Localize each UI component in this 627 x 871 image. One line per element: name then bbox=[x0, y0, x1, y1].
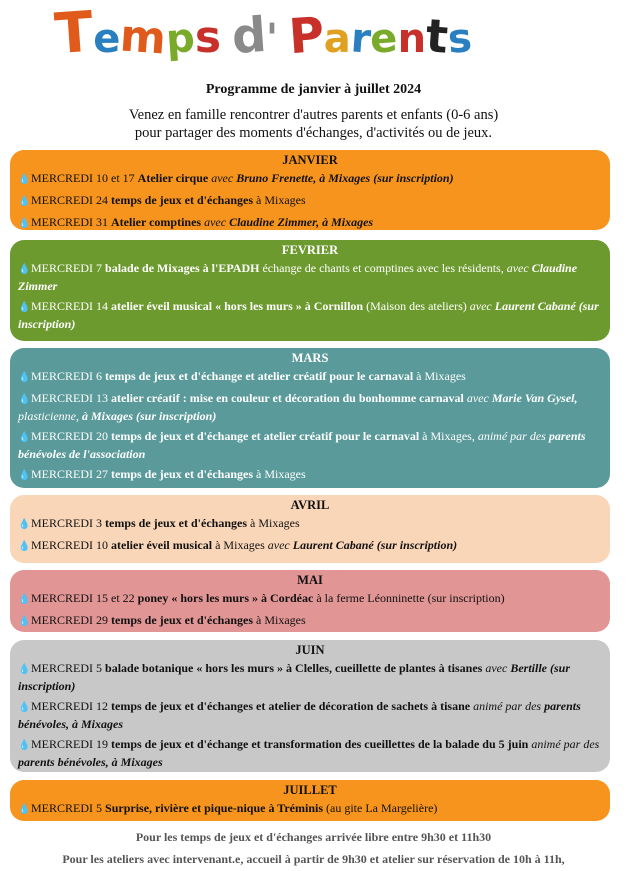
logo-letter: d bbox=[229, 6, 268, 66]
month-box-janvier bbox=[10, 150, 610, 230]
drop-bullet-icon: 💧 bbox=[18, 302, 31, 313]
drop-bullet-icon: 💧 bbox=[18, 372, 31, 383]
month-title: JUILLET bbox=[283, 783, 337, 797]
footer-line-1: Pour les temps de jeux et d'échanges arrivée libre entre 9h30 et 11h30 bbox=[135, 830, 492, 844]
event-item: 💧 MERCREDI 20 temps de jeux et d'échange et atelier créatif pour le carnaval à Mixages, animé par des parents bénévoles de l'association bbox=[18, 429, 586, 461]
event-item: 💧 MERCREDI 31 Atelier comptines avec Claudine Zimmer, à Mixages bbox=[18, 214, 602, 232]
event-item: 💧 MERCREDI 12 temps de jeux et d'échanges et atelier de décoration de sachets à tisane animé par des parents bénévoles, à Mixages bbox=[18, 699, 581, 731]
event-item: 💧 MERCREDI 13 atelier créatif : mise en couleur et décoration du bonhomme carnaval avec Marie Van Gysel, plasticienne, à Mixages (sur inscription) bbox=[18, 391, 578, 423]
logo-letter: s bbox=[194, 12, 222, 63]
drop-bullet-icon: 💧 bbox=[18, 594, 31, 605]
logo-letter: e bbox=[368, 15, 400, 63]
event-item: 💧 MERCREDI 29 temps de jeux et d'échanges à Mixages bbox=[18, 612, 602, 630]
event-item: 💧 MERCREDI 10 atelier éveil musical à Mixages avec Laurent Cabané (sur inscription) bbox=[18, 537, 602, 555]
logo-temps-d-parents bbox=[52, 0, 555, 72]
event-item: 💧 MERCREDI 3 temps de jeux et d'échanges à Mixages bbox=[18, 515, 602, 533]
event-item: 💧 MERCREDI 27 temps de jeux et d'échanges à Mixages bbox=[18, 466, 602, 484]
month-title: AVRIL bbox=[290, 498, 330, 512]
intro-text bbox=[0, 106, 627, 142]
drop-bullet-icon: 💧 bbox=[18, 804, 31, 815]
intro-line-2: pour partager des moments d'échanges, d'activités ou de jeux. bbox=[134, 125, 493, 141]
logo-letter: p bbox=[164, 15, 197, 63]
month-title: MARS bbox=[291, 351, 329, 365]
drop-bullet-icon: 💧 bbox=[18, 218, 31, 229]
event-item: 💧 MERCREDI 14 atelier éveil musical « hors les murs » à Cornillon (Maison des ateliers) avec Laurent Cabané (sur inscription) bbox=[18, 299, 599, 331]
logo-letter: e bbox=[93, 16, 121, 62]
month-box-avril bbox=[10, 495, 610, 563]
event-item: 💧 MERCREDI 15 et 22 poney « hors les murs » à Cordéac à la ferme Léonninette (sur inscription) bbox=[18, 590, 602, 608]
footer-line-2: Pour les ateliers avec intervenant.e, accueil à partir de 9h30 et atelier sur réservation de 10h à 11h, bbox=[62, 852, 565, 866]
drop-bullet-icon: 💧 bbox=[18, 264, 31, 275]
drop-bullet-icon: 💧 bbox=[18, 702, 31, 713]
drop-bullet-icon: 💧 bbox=[18, 432, 31, 443]
logo-letter: a bbox=[323, 16, 351, 62]
logo-letter: ' bbox=[265, 16, 279, 62]
month-box-mai bbox=[10, 570, 610, 632]
month-title: MAI bbox=[297, 573, 323, 587]
month-box-fevrier bbox=[10, 240, 610, 341]
month-title: JANVIER bbox=[282, 153, 338, 167]
drop-bullet-icon: 💧 bbox=[18, 174, 31, 185]
drop-bullet-icon: 💧 bbox=[18, 616, 31, 627]
logo-letter: T bbox=[52, 0, 96, 68]
program-subtitle: Programme de janvier à juillet 2024 bbox=[205, 82, 422, 97]
event-item: 💧 MERCREDI 6 temps de jeux et d'échange et atelier créatif pour le carnaval à Mixages bbox=[18, 368, 602, 386]
month-title: FEVRIER bbox=[281, 243, 339, 257]
event-item: 💧 MERCREDI 19 temps de jeux et d'échange et transformation des cueillettes de la balade du 5 juin animé par des parents bénévoles, à Mixages bbox=[18, 737, 600, 769]
logo-letter: m bbox=[118, 10, 168, 65]
month-box-mars bbox=[10, 348, 610, 488]
logo-letter: P bbox=[286, 6, 326, 66]
event-item: 💧 MERCREDI 24 temps de jeux et d'échanges à Mixages bbox=[18, 192, 602, 210]
drop-bullet-icon: 💧 bbox=[18, 470, 31, 481]
event-item: 💧 MERCREDI 5 balade botanique « hors les murs » à Clelles, cueillette de plantes à tisanes avec Bertille (sur inscription) bbox=[18, 661, 571, 693]
drop-bullet-icon: 💧 bbox=[18, 740, 31, 751]
logo-letter: n bbox=[397, 16, 427, 62]
drop-bullet-icon: 💧 bbox=[18, 541, 31, 552]
drop-bullet-icon: 💧 bbox=[18, 519, 31, 530]
event-item: 💧 MERCREDI 5 Surprise, rivière et pique-nique à Tréminis (au gite La Margelière) bbox=[18, 800, 602, 818]
month-title: JUIN bbox=[295, 643, 325, 657]
logo-letter bbox=[220, 28, 233, 59]
drop-bullet-icon: 💧 bbox=[18, 664, 31, 675]
logo-letter: r bbox=[349, 15, 373, 63]
logo-letter: t bbox=[424, 8, 450, 64]
month-box-juin bbox=[10, 640, 610, 772]
drop-bullet-icon: 💧 bbox=[18, 196, 31, 207]
month-box-juillet bbox=[10, 780, 610, 821]
event-item: 💧 MERCREDI 10 et 17 Atelier cirque avec Bruno Frenette, à Mixages (sur inscription) bbox=[18, 170, 602, 188]
logo-letter: s bbox=[446, 15, 474, 63]
intro-line-1: Venez en famille rencontrer d'autres parents et enfants (0-6 ans) bbox=[128, 107, 499, 123]
drop-bullet-icon: 💧 bbox=[18, 394, 31, 405]
event-item: 💧 MERCREDI 7 balade de Mixages à l'EPADH échange de chants et comptines avec les résidents, avec Claudine Zimmer bbox=[18, 261, 578, 293]
